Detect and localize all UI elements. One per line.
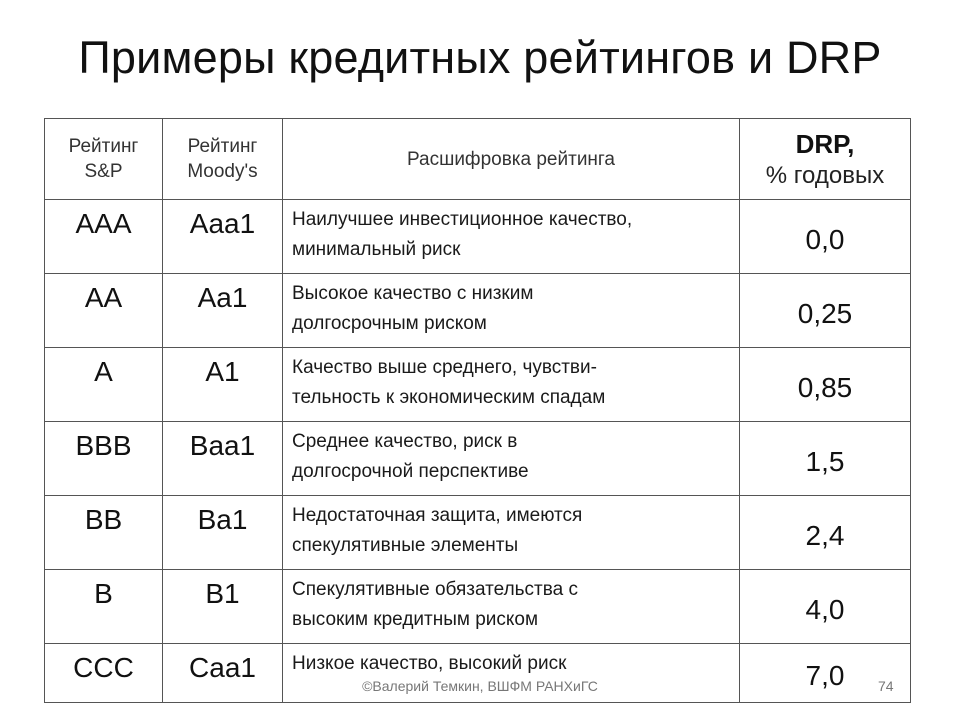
cell-drp — [740, 348, 911, 422]
header-drp — [740, 119, 911, 200]
description-line: Наилучшее инвестиционное качество, — [292, 209, 633, 230]
drp-value: 0,85 — [797, 371, 853, 403]
cell-sp: AA — [45, 274, 163, 348]
description-line: Спекулятивные обязательства с — [292, 579, 578, 600]
drp-value: 2,4 — [805, 519, 845, 551]
cell-moody: Baa1 — [163, 422, 283, 496]
table-row — [45, 496, 911, 570]
table-row — [45, 274, 911, 348]
description-line: Недостаточная защита, имеются — [292, 505, 583, 526]
cell-sp: BB — [45, 496, 163, 570]
cell-moody: Caa1 — [163, 644, 283, 703]
cell-moody: B1 — [163, 570, 283, 644]
cell-drp — [740, 570, 911, 644]
cell-sp: A — [45, 348, 163, 422]
cell-description — [283, 274, 740, 348]
page-number: 74 — [878, 678, 894, 694]
description-line: Высокое качество с низким — [292, 283, 534, 304]
header-description — [283, 119, 740, 200]
header-sp-line-2: S&P — [84, 161, 123, 182]
drp-value: 0,0 — [805, 223, 845, 255]
header-moody-line-2: Moody's — [187, 161, 258, 182]
cell-sp: B — [45, 570, 163, 644]
footer-credit: ©Валерий Темкин, ВШФМ РАНХиГС — [362, 678, 598, 694]
header-drp-sub: % годовых — [765, 162, 885, 189]
cell-drp — [740, 274, 911, 348]
cell-description — [283, 422, 740, 496]
cell-sp: CCC — [45, 644, 163, 703]
table-row — [45, 200, 911, 274]
cell-moody: Ba1 — [163, 496, 283, 570]
description-line: высоким кредитным риском — [292, 609, 539, 630]
header-moody-line-1: Рейтинг — [187, 136, 258, 157]
description-line: тельность к экономическим спадам — [292, 387, 606, 408]
cell-description — [283, 570, 740, 644]
drp-value: 1,5 — [805, 445, 845, 477]
drp-value: 4,0 — [805, 593, 845, 625]
cell-description — [283, 496, 740, 570]
header-sp — [45, 119, 163, 200]
table-row — [45, 570, 911, 644]
drp-value: 0,25 — [797, 297, 853, 329]
header-drp-main — [740, 127, 910, 161]
cell-drp — [740, 496, 911, 570]
cell-description — [283, 348, 740, 422]
description-line: спекулятивные элементы — [292, 535, 519, 556]
description-line: Низкое качество, высокий риск — [292, 653, 567, 674]
header-drp-text: DRP, — [795, 129, 855, 159]
cell-drp — [740, 422, 911, 496]
slide-title: Примеры кредитных рейтингов и DRP — [78, 32, 882, 83]
cell-moody: A1 — [163, 348, 283, 422]
description-line: Среднее качество, риск в — [292, 431, 518, 452]
cell-sp: AAA — [45, 200, 163, 274]
cell-moody: Aaa1 — [163, 200, 283, 274]
cell-description — [283, 200, 740, 274]
header-sp-line-1: Рейтинг — [68, 136, 139, 157]
table-row — [45, 348, 911, 422]
description-line: минимальный риск — [292, 239, 461, 260]
ratings-table — [44, 118, 911, 703]
description-line: долгосрочной перспективе — [292, 461, 529, 482]
description-line: Качество выше среднего, чувстви- — [292, 357, 597, 378]
header-description-text: Расшифровка рейтинга — [406, 148, 616, 170]
table-header-row — [45, 119, 911, 200]
cell-sp: BBB — [45, 422, 163, 496]
description-line: долгосрочным риском — [292, 313, 487, 334]
header-moody — [163, 119, 283, 200]
cell-drp — [740, 200, 911, 274]
table-row — [45, 422, 911, 496]
cell-moody: Aa1 — [163, 274, 283, 348]
drp-value: 7,0 — [805, 660, 845, 691]
